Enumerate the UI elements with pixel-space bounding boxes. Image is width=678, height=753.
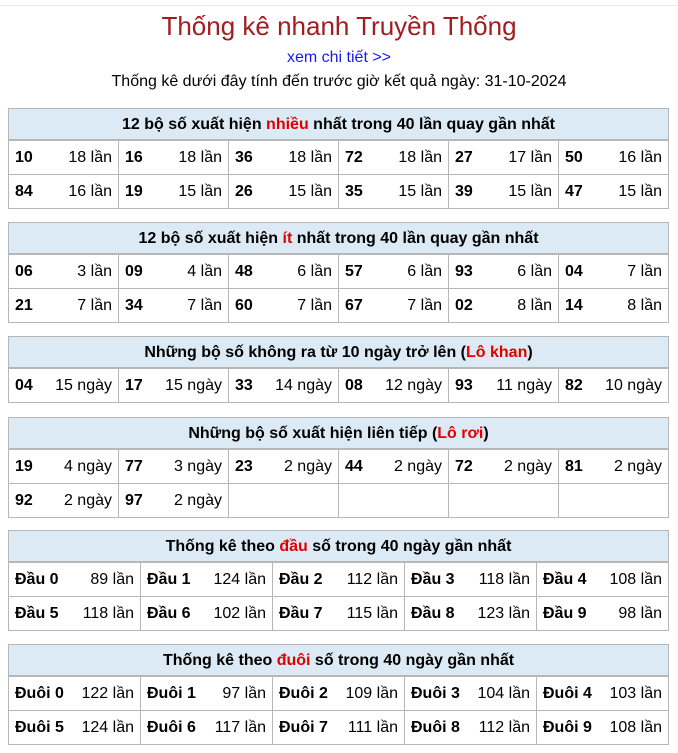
header-highlight: ít	[282, 230, 293, 247]
table-row	[9, 175, 669, 209]
stat-count: 18 lần	[288, 148, 332, 166]
page-subtitle: Thống kê dưới đây tính đến trước giờ kết quả ngày: 31-10-2024	[111, 73, 567, 90]
stat-number: 82	[565, 376, 583, 394]
stat-number: 19	[125, 182, 143, 200]
stat-cell	[339, 175, 449, 209]
stat-number: Đuôi 1	[147, 684, 196, 702]
stat-count: 2 ngày	[393, 457, 442, 475]
stat-count: 15 lần	[508, 182, 552, 200]
stat-count: 104 lần	[477, 684, 530, 702]
stat-cell	[449, 141, 559, 175]
stat-count: 124 lần	[81, 718, 134, 736]
stat-number: Đuôi 7	[279, 718, 328, 736]
stat-count: 15 ngày	[55, 376, 112, 394]
stat-cell	[449, 289, 559, 323]
header-text: )	[527, 344, 533, 361]
stat-cell	[559, 141, 669, 175]
stat-cell	[119, 255, 229, 289]
stat-cell	[559, 289, 669, 323]
stat-cell	[9, 289, 119, 323]
stat-count: 16 lần	[68, 182, 112, 200]
stat-cell	[449, 369, 559, 403]
stat-cell	[229, 255, 339, 289]
stat-cell	[9, 597, 141, 631]
stat-count: 18 lần	[178, 148, 222, 166]
stat-cell	[119, 450, 229, 484]
stat-number: 06	[15, 262, 33, 280]
stat-cell	[449, 255, 559, 289]
stat-count: 98 lần	[618, 604, 662, 622]
stat-cell	[9, 484, 119, 518]
stat-count: 15 lần	[178, 182, 222, 200]
stat-number: 34	[125, 296, 143, 314]
stat-cell	[141, 677, 273, 711]
stat-number: Đuôi 0	[15, 684, 64, 702]
stat-cell	[9, 369, 119, 403]
stat-number: 57	[345, 262, 363, 280]
stat-count: 118 lần	[82, 604, 134, 622]
stat-cell	[405, 711, 537, 745]
stat-number: Đầu 4	[543, 570, 587, 588]
stat-count: 7 lần	[627, 262, 662, 280]
stat-count: 117 lần	[214, 718, 266, 736]
table-row	[9, 369, 669, 403]
stat-cell	[559, 450, 669, 484]
section-header	[8, 644, 669, 676]
lo-khan-section	[8, 336, 669, 403]
stat-number: 16	[125, 148, 143, 166]
stat-count: 12 ngày	[385, 376, 442, 394]
header-text: Thống kê theo	[162, 652, 277, 669]
stat-cell	[229, 175, 339, 209]
top-divider	[0, 5, 678, 6]
stat-number: Đuôi 8	[411, 718, 460, 736]
stat-count: 118 lần	[478, 570, 530, 588]
header-text: Những bộ số xuất hiện liên tiếp (	[188, 425, 438, 442]
stat-count: 6 lần	[517, 262, 552, 280]
header-text: nhất trong 40 lần quay gần nhất	[292, 230, 539, 247]
stat-number: 04	[565, 262, 583, 280]
section-header	[8, 222, 669, 254]
stat-cell	[273, 711, 405, 745]
stat-cell	[229, 141, 339, 175]
table-row	[9, 563, 669, 597]
stat-cell	[537, 597, 669, 631]
stat-number: 26	[235, 182, 253, 200]
stat-count: 123 lần	[477, 604, 530, 622]
stat-number: 67	[345, 296, 363, 314]
table-row	[9, 450, 669, 484]
header-highlight: nhiều	[266, 116, 309, 133]
stat-number: Đầu 8	[411, 604, 455, 622]
stat-count: 15 lần	[398, 182, 442, 200]
stat-cell	[9, 677, 141, 711]
least-frequent-section	[8, 222, 669, 323]
stat-number: Đầu 5	[15, 604, 59, 622]
stat-cell	[229, 450, 339, 484]
stat-count: 108 lần	[609, 718, 662, 736]
stat-number: Đầu 6	[147, 604, 191, 622]
stat-number: Đầu 2	[279, 570, 323, 588]
stat-cell	[449, 484, 559, 518]
most-frequent-section	[8, 108, 669, 209]
stat-count: 2 ngày	[503, 457, 552, 475]
stats-table	[8, 254, 669, 323]
stat-cell	[119, 369, 229, 403]
stat-number: 14	[565, 296, 583, 314]
stat-cell	[339, 289, 449, 323]
stat-number: Đầu 1	[147, 570, 191, 588]
stat-count: 15 lần	[618, 182, 662, 200]
stat-cell	[559, 484, 669, 518]
stat-number: 47	[565, 182, 583, 200]
stat-count: 8 lần	[517, 296, 552, 314]
stat-count: 7 lần	[297, 296, 332, 314]
stat-count: 3 ngày	[173, 457, 222, 475]
stat-number: 84	[15, 182, 33, 200]
stat-cell	[9, 141, 119, 175]
table-row	[9, 255, 669, 289]
stat-cell	[449, 175, 559, 209]
stat-number: Đuôi 5	[15, 718, 64, 736]
stat-cell	[559, 175, 669, 209]
stat-number: 02	[455, 296, 473, 314]
stat-number: 93	[455, 262, 473, 280]
stat-number: 39	[455, 182, 473, 200]
stat-cell	[273, 563, 405, 597]
stat-cell	[339, 255, 449, 289]
stat-count: 102 lần	[213, 604, 266, 622]
header-text: Những bộ số không ra từ 10 ngày trở lên (	[144, 344, 466, 361]
stat-cell	[537, 711, 669, 745]
stat-cell	[339, 369, 449, 403]
stat-number: 81	[565, 457, 583, 475]
table-row	[9, 289, 669, 323]
stat-count: 112 lần	[346, 570, 398, 588]
stat-cell	[559, 369, 669, 403]
stat-number: 10	[15, 148, 33, 166]
stat-number: 04	[15, 376, 33, 394]
stat-cell	[339, 484, 449, 518]
page-title: Thống kê nhanh Truyền Thống	[161, 11, 517, 41]
stat-count: 15 lần	[288, 182, 332, 200]
stat-cell	[273, 597, 405, 631]
stat-number: Đầu 3	[411, 570, 455, 588]
stat-count: 124 lần	[213, 570, 266, 588]
table-row	[9, 597, 669, 631]
stat-number: 23	[235, 457, 253, 475]
stat-count: 16 lần	[618, 148, 662, 166]
stat-cell	[559, 255, 669, 289]
stat-number: 33	[235, 376, 253, 394]
stats-table	[8, 140, 669, 209]
stat-count: 4 ngày	[63, 457, 112, 475]
stat-number: 77	[125, 457, 143, 475]
stat-cell	[229, 289, 339, 323]
stat-cell	[273, 677, 405, 711]
stat-number: 72	[345, 148, 363, 166]
stat-cell	[339, 141, 449, 175]
stat-cell	[9, 711, 141, 745]
stat-number: 60	[235, 296, 253, 314]
table-row	[9, 484, 669, 518]
header-text: )	[483, 425, 489, 442]
section-header	[8, 417, 669, 449]
stat-number: Đuôi 9	[543, 718, 592, 736]
stat-count: 18 lần	[398, 148, 442, 166]
stat-count: 97 lần	[222, 684, 266, 702]
stat-cell	[537, 563, 669, 597]
stat-number: Đuôi 3	[411, 684, 460, 702]
table-row	[9, 677, 669, 711]
stat-count: 14 ngày	[275, 376, 332, 394]
stat-number: Đuôi 2	[279, 684, 328, 702]
stat-count: 17 lần	[508, 148, 552, 166]
stat-count: 2 ngày	[613, 457, 662, 475]
stat-number: 92	[15, 491, 33, 509]
stat-count: 89 lần	[90, 570, 134, 588]
table-row	[9, 711, 669, 745]
section-header	[8, 336, 669, 368]
header-text: Thống kê theo	[165, 538, 280, 555]
stat-count: 115 lần	[346, 604, 398, 622]
view-detail-link[interactable]: xem chi tiết >>	[286, 49, 392, 66]
stat-number: 48	[235, 262, 253, 280]
stat-count: 18 lần	[68, 148, 112, 166]
tail-stats-section	[8, 644, 669, 745]
stat-number: Đầu 0	[15, 570, 59, 588]
head-stats-section	[8, 530, 669, 631]
stat-number: 44	[345, 457, 363, 475]
stat-cell	[405, 677, 537, 711]
stat-count: 6 lần	[407, 262, 442, 280]
stat-cell	[119, 175, 229, 209]
stat-number: 72	[455, 457, 473, 475]
section-header	[8, 108, 669, 140]
stat-number: Đuôi 6	[147, 718, 196, 736]
stat-count: 2 ngày	[173, 491, 222, 509]
stat-number: 35	[345, 182, 363, 200]
header-highlight: đuôi	[276, 652, 311, 669]
stat-number: 17	[125, 376, 143, 394]
stat-number: 50	[565, 148, 583, 166]
stat-number: 08	[345, 376, 363, 394]
stat-count: 108 lần	[609, 570, 662, 588]
stat-number: Đuôi 4	[543, 684, 592, 702]
stats-table	[8, 676, 669, 745]
stat-number: 93	[455, 376, 473, 394]
header-text: nhất trong 40 lần quay gần nhất	[308, 116, 555, 133]
header-highlight: Lô rơi	[437, 425, 484, 442]
stat-count: 7 lần	[187, 296, 222, 314]
stat-count: 2 ngày	[63, 491, 112, 509]
stat-cell	[141, 597, 273, 631]
header-text: số trong 40 ngày gần nhất	[307, 538, 512, 555]
stat-number: Đầu 7	[279, 604, 323, 622]
stat-number: 27	[455, 148, 473, 166]
stat-count: 6 lần	[297, 262, 332, 280]
stat-cell	[119, 289, 229, 323]
stat-count: 11 ngày	[496, 376, 552, 394]
header-text: 12 bộ số xuất hiện	[138, 230, 283, 247]
stat-count: 2 ngày	[283, 457, 332, 475]
stat-cell	[119, 484, 229, 518]
stat-cell	[119, 141, 229, 175]
stat-number: 97	[125, 491, 143, 509]
stat-cell	[405, 597, 537, 631]
stat-count: 10 ngày	[605, 376, 662, 394]
table-row	[9, 141, 669, 175]
stats-table	[8, 368, 669, 403]
stat-cell	[229, 369, 339, 403]
stat-cell	[9, 450, 119, 484]
stat-number: Đầu 9	[543, 604, 587, 622]
header-highlight: đầu	[279, 538, 308, 555]
stat-count: 15 ngày	[165, 376, 222, 394]
stat-count: 103 lần	[609, 684, 662, 702]
section-header	[8, 530, 669, 562]
stat-cell	[9, 255, 119, 289]
stat-cell	[405, 563, 537, 597]
stat-cell	[9, 175, 119, 209]
stat-cell	[339, 450, 449, 484]
lo-roi-section	[8, 417, 669, 518]
stat-count: 109 lần	[345, 684, 398, 702]
stat-number: 36	[235, 148, 253, 166]
stat-number: 19	[15, 457, 33, 475]
stat-number: 21	[15, 296, 33, 314]
stats-table	[8, 449, 669, 518]
stat-count: 7 lần	[77, 296, 112, 314]
stat-count: 111 lần	[347, 718, 398, 736]
stat-cell	[141, 563, 273, 597]
header-highlight: Lô khan	[466, 344, 528, 361]
stat-cell	[229, 484, 339, 518]
header-text: số trong 40 ngày gần nhất	[310, 652, 515, 669]
stat-cell	[141, 711, 273, 745]
stat-count: 122 lần	[81, 684, 134, 702]
stat-cell	[537, 677, 669, 711]
stats-table	[8, 562, 669, 631]
stat-count: 8 lần	[627, 296, 662, 314]
stat-cell	[449, 450, 559, 484]
header-text: 12 bộ số xuất hiện	[122, 116, 267, 133]
stat-number: 09	[125, 262, 143, 280]
stat-count: 3 lần	[77, 262, 112, 280]
stat-count: 112 lần	[478, 718, 530, 736]
stat-count: 7 lần	[407, 296, 442, 314]
stat-cell	[9, 563, 141, 597]
stat-count: 4 lần	[187, 262, 222, 280]
